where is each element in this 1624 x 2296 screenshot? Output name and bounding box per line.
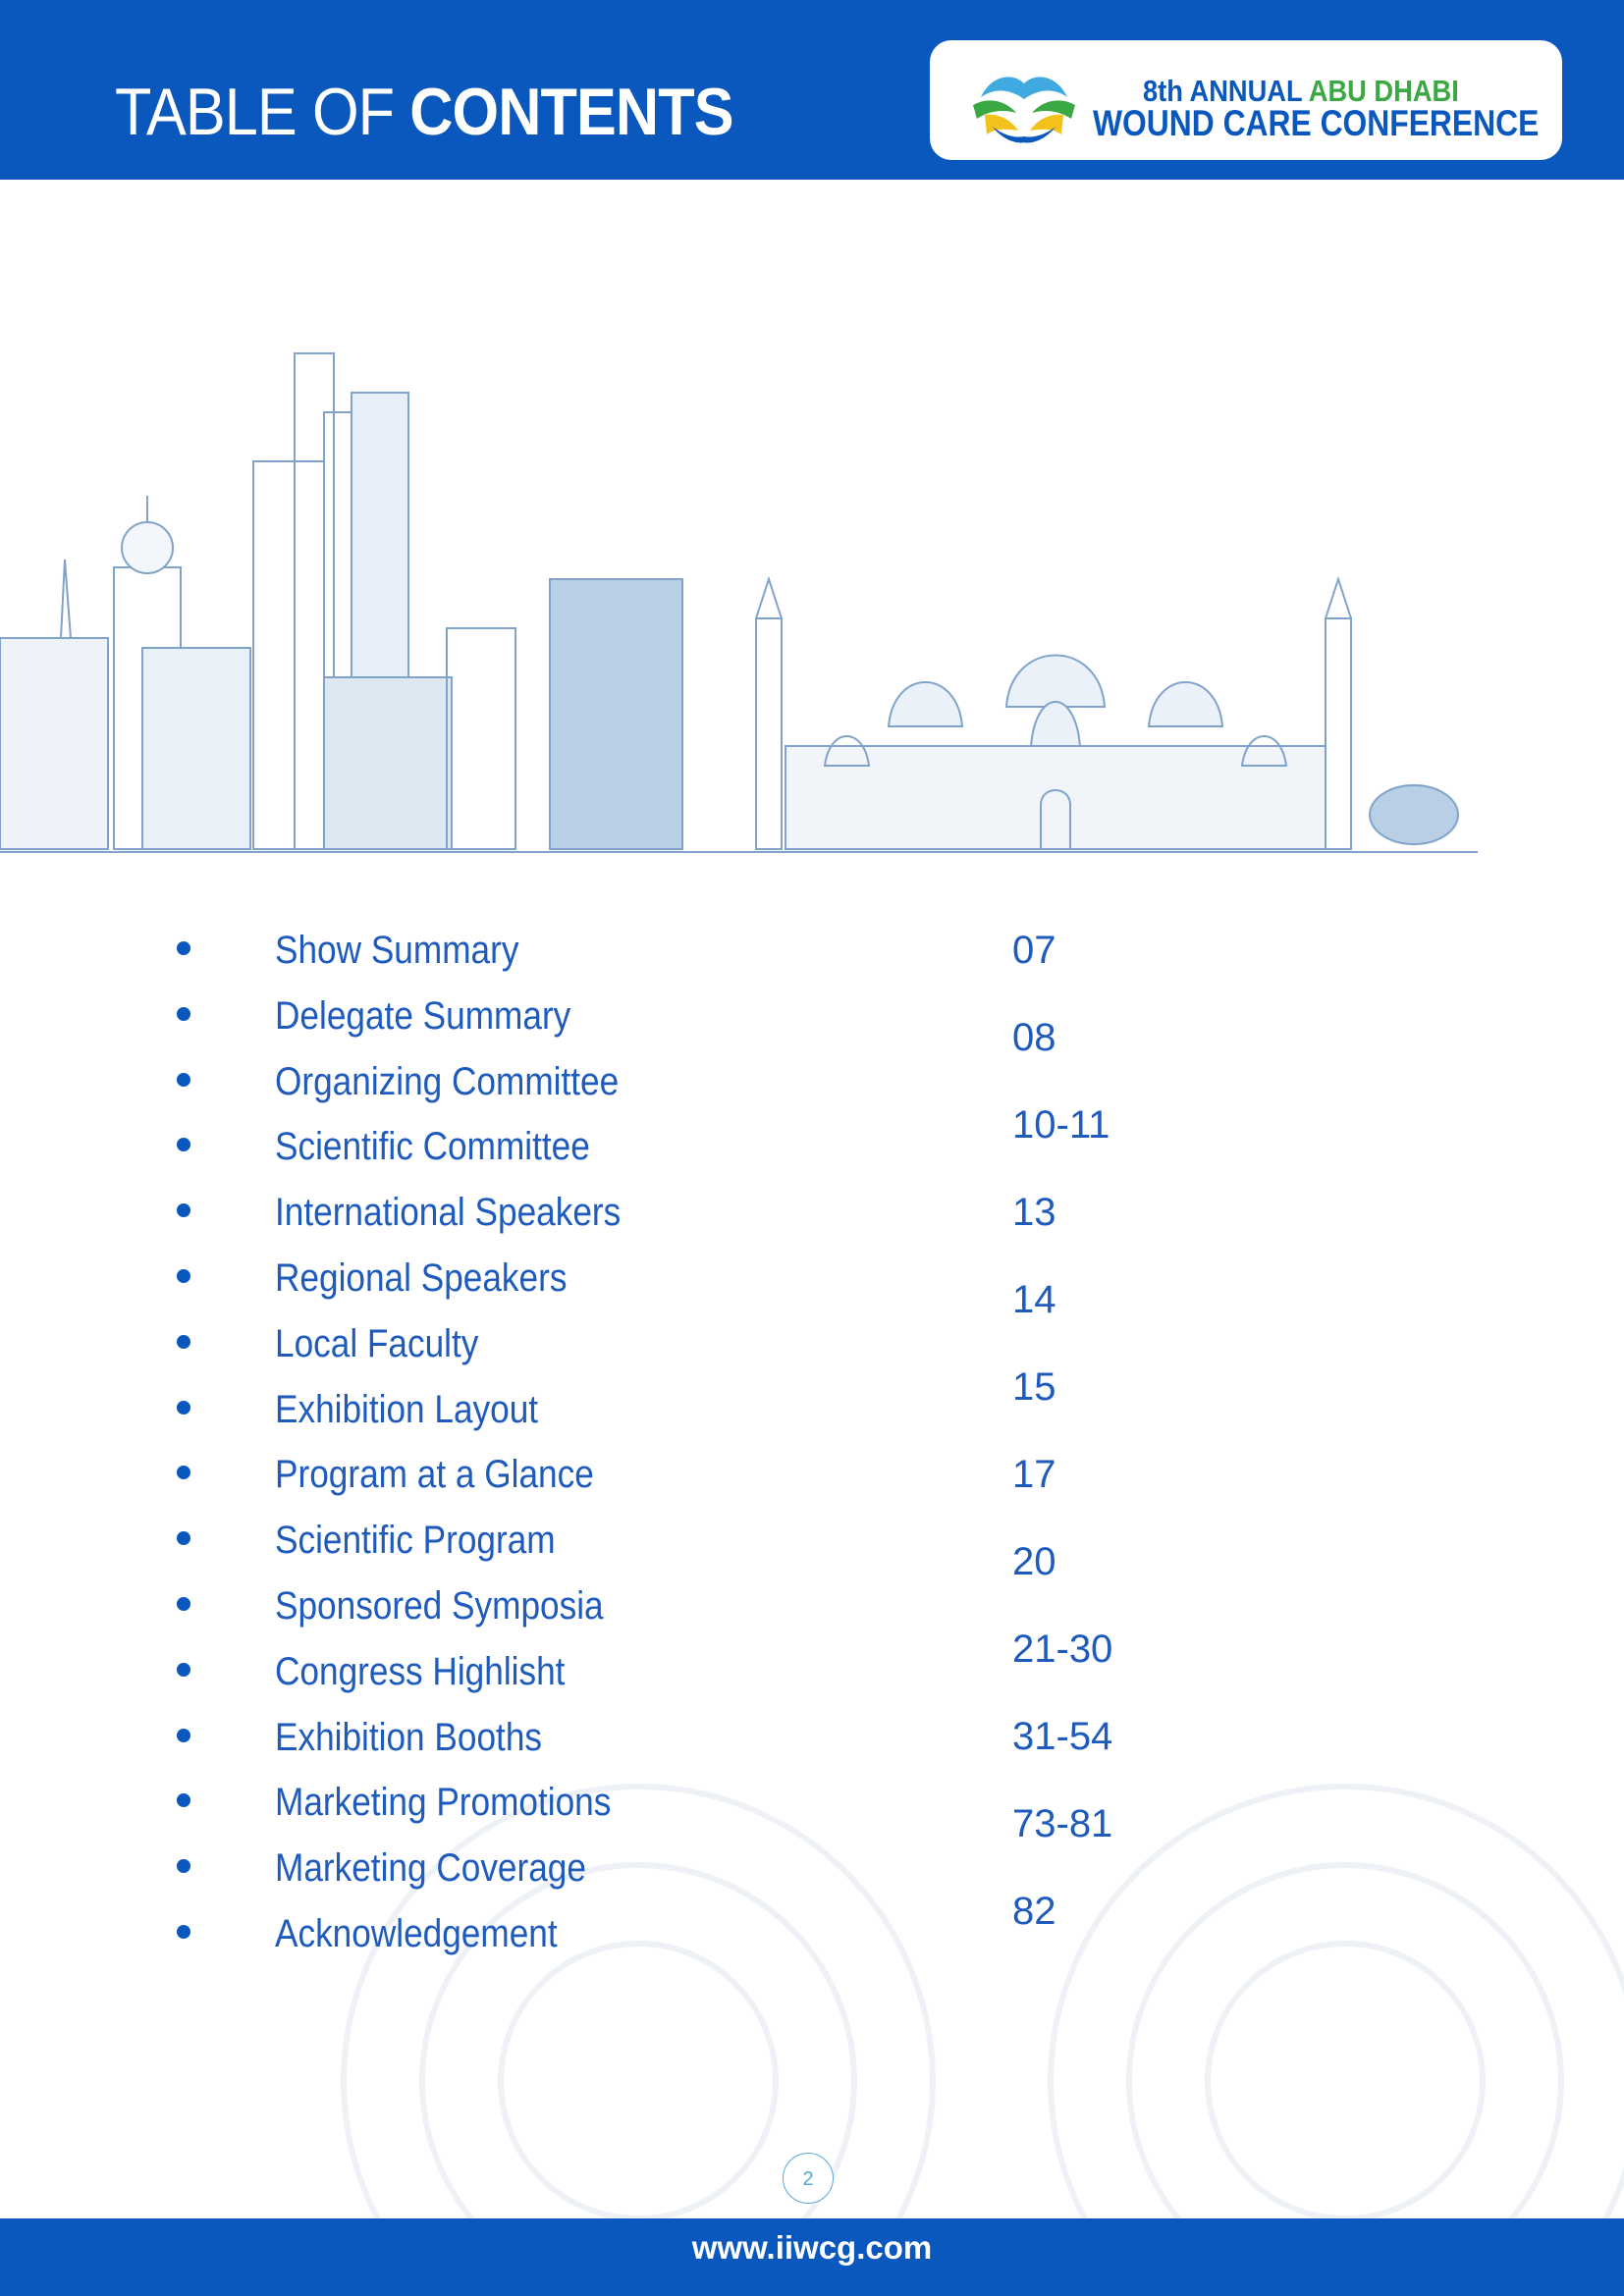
toc-item-label: Acknowledgement <box>275 1911 558 1955</box>
conference-logo <box>930 40 1562 160</box>
toc-item-label: Exhibition Booths <box>275 1715 543 1759</box>
bullet-icon <box>177 1138 190 1151</box>
toc-item-label: Exhibition Layout <box>275 1387 539 1431</box>
bullet-icon <box>177 1925 190 1939</box>
toc-item-label: Marketing Coverage <box>275 1846 586 1891</box>
bullet-icon <box>177 1401 190 1415</box>
bullet-icon <box>177 1729 190 1742</box>
bullet-icon <box>177 1859 190 1873</box>
bullet-icon <box>177 941 190 955</box>
abu-dhabi-skyline-illustration <box>0 314 1483 864</box>
bullet-icon <box>177 1793 190 1807</box>
bullet-icon <box>177 1597 190 1611</box>
toc-page-number: 15 <box>1012 1365 1056 1409</box>
toc-page-number: 10-11 <box>1012 1103 1110 1147</box>
toc-page-number: 14 <box>1012 1278 1056 1321</box>
toc-page-numbers <box>1012 928 1112 1976</box>
bullet-icon <box>177 1663 190 1677</box>
toc-item-label: Local Faculty <box>275 1321 479 1365</box>
toc-page-number: 21-30 <box>1012 1628 1113 1671</box>
bullet-icon <box>177 1269 190 1283</box>
bullet-icon <box>177 1007 190 1021</box>
page-title <box>115 75 733 149</box>
toc-page-number: 17 <box>1012 1453 1056 1496</box>
toc-page-number: 07 <box>1012 929 1056 972</box>
header-bar <box>0 0 1624 180</box>
toc-item-label: Congress Highlisht <box>275 1649 566 1693</box>
logo-line2: WOUND CARE CONFERENCE <box>1093 103 1540 143</box>
toc-page-number: 13 <box>1012 1191 1056 1234</box>
hands-logo-icon <box>963 58 1085 146</box>
logo-line1-accent: ABU DHABI <box>1308 74 1459 108</box>
bullet-icon <box>177 1073 190 1087</box>
bullet-icon <box>177 1531 190 1545</box>
bullet-icon <box>177 1466 190 1479</box>
toc-page-number: 08 <box>1012 1016 1056 1059</box>
toc-item-label: Sponsored Symposia <box>275 1583 604 1628</box>
toc-item-label: Marketing Promotions <box>275 1781 612 1825</box>
toc-item-label: Program at a Glance <box>275 1453 594 1497</box>
bullet-icon <box>177 1335 190 1349</box>
toc-page-number: 73-81 <box>1012 1802 1113 1845</box>
toc-item-label: Scientific Program <box>275 1519 556 1563</box>
toc-item-label: Scientific Committee <box>275 1125 590 1169</box>
toc-page-number: 20 <box>1012 1540 1056 1583</box>
page-number: 2 <box>783 2153 834 2204</box>
toc-page-number: 82 <box>1012 1890 1056 1933</box>
toc-page-number: 31-54 <box>1012 1715 1113 1758</box>
toc-item-label: Organizing Committee <box>275 1059 620 1103</box>
toc-item-label: Show Summary <box>275 929 519 972</box>
bullet-icon <box>177 1203 190 1217</box>
footer-bar <box>0 2218 1624 2296</box>
toc-item-label: Delegate Summary <box>275 993 571 1038</box>
title-regular: TABLE OF <box>115 75 410 149</box>
toc-item-label: International Speakers <box>275 1191 622 1235</box>
title-bold: CONTENTS <box>409 75 733 149</box>
logo-line1-prefix: 8th ANNUAL <box>1143 74 1309 108</box>
footer-url-link[interactable]: www.iiwcg.com <box>691 2229 933 2266</box>
toc-item-label: Regional Speakers <box>275 1255 568 1300</box>
